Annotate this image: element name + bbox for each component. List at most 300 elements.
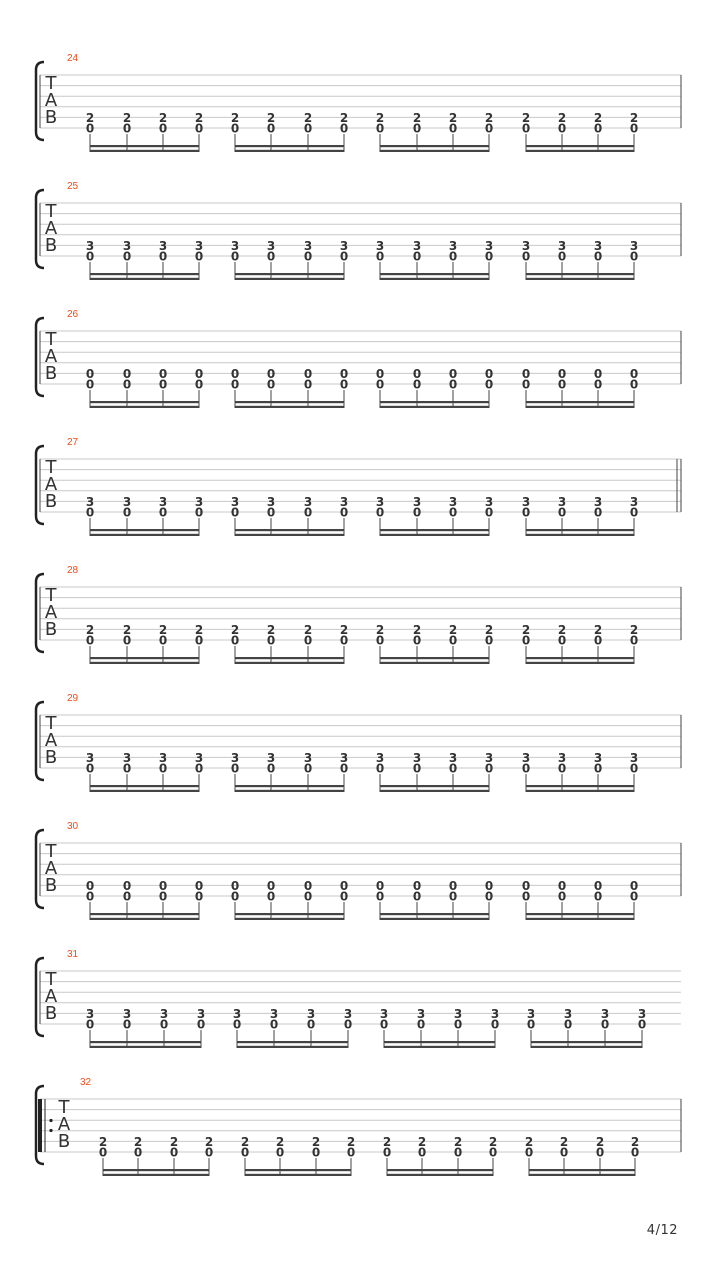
fret-number: 0 — [593, 889, 603, 904]
fret-number: 0 — [526, 1017, 536, 1032]
fret-number: 3 — [557, 750, 567, 765]
fret-number: 0 — [521, 366, 531, 381]
fret-number: 0 — [412, 377, 422, 392]
fret-number: 0 — [557, 505, 567, 520]
staff-system — [36, 181, 681, 280]
fret-number: 0 — [412, 505, 422, 520]
fret-number: 0 — [521, 878, 531, 893]
fret-number: 0 — [630, 1145, 640, 1160]
fret-number: 0 — [230, 377, 240, 392]
beam — [380, 785, 489, 787]
fret-number: 2 — [559, 1134, 569, 1149]
fret-number: 2 — [629, 110, 639, 125]
tab-clef-letter: T — [45, 713, 57, 734]
measure-number: 27 — [67, 437, 79, 448]
page-number: 4/12 — [646, 1223, 678, 1238]
beam — [380, 913, 489, 915]
fret-number: 3 — [375, 238, 385, 253]
fret-number: 3 — [490, 1006, 500, 1021]
fret-number: 3 — [306, 1006, 316, 1021]
fret-number: 2 — [85, 622, 95, 637]
staff-system — [36, 53, 681, 152]
fret-number: 0 — [158, 505, 168, 520]
fret-number: 3 — [526, 1006, 536, 1021]
fret-number: 2 — [453, 1134, 463, 1149]
beam — [235, 534, 344, 536]
fret-number: 0 — [311, 1145, 321, 1160]
fret-number: 0 — [85, 505, 95, 520]
fret-number: 3 — [194, 238, 204, 253]
beam — [529, 1169, 635, 1171]
fret-number: 0 — [557, 366, 567, 381]
tab-clef-letter: A — [44, 602, 58, 623]
repeat-thick-barline — [38, 1099, 42, 1152]
fret-number: 0 — [194, 889, 204, 904]
fret-number: 0 — [194, 505, 204, 520]
fret-number: 0 — [382, 1145, 392, 1160]
fret-number: 0 — [593, 121, 603, 136]
fret-number: 0 — [266, 249, 276, 264]
tab-clef-letter: A — [44, 218, 58, 239]
beam — [90, 918, 199, 920]
fret-number: 0 — [375, 366, 385, 381]
fret-number: 0 — [339, 633, 349, 648]
measure-number: 31 — [67, 949, 79, 960]
fret-number: 0 — [595, 1145, 605, 1160]
beam — [380, 657, 489, 659]
fret-number: 0 — [453, 1145, 463, 1160]
fret-number: 0 — [484, 249, 494, 264]
fret-number: 0 — [240, 1145, 250, 1160]
fret-number: 3 — [122, 238, 132, 253]
fret-number: 0 — [416, 1017, 426, 1032]
fret-number: 0 — [230, 366, 240, 381]
beam — [235, 278, 344, 280]
beam — [90, 273, 199, 275]
fret-number: 0 — [593, 878, 603, 893]
fret-number: 0 — [484, 633, 494, 648]
beam — [380, 790, 489, 792]
fret-number: 0 — [412, 889, 422, 904]
beam — [90, 406, 199, 408]
tab-clef-letter: A — [44, 90, 58, 111]
staff-system — [36, 949, 681, 1048]
beam — [90, 913, 199, 915]
fret-number: 3 — [343, 1006, 353, 1021]
fret-number: 0 — [122, 249, 132, 264]
fret-number: 3 — [266, 750, 276, 765]
beam — [90, 1046, 201, 1048]
fret-number: 3 — [303, 494, 313, 509]
fret-number: 0 — [339, 878, 349, 893]
fret-number: 2 — [448, 622, 458, 637]
fret-number: 0 — [629, 878, 639, 893]
fret-number: 0 — [557, 249, 567, 264]
fret-number: 2 — [230, 110, 240, 125]
fret-number: 0 — [303, 121, 313, 136]
fret-number: 0 — [629, 505, 639, 520]
fret-number: 3 — [122, 1006, 132, 1021]
beam — [90, 785, 199, 787]
fret-number: 3 — [266, 494, 276, 509]
beam — [90, 534, 199, 536]
fret-number: 0 — [85, 633, 95, 648]
fret-number: 0 — [521, 633, 531, 648]
fret-number: 0 — [488, 1145, 498, 1160]
fret-number: 0 — [266, 761, 276, 776]
fret-number: 0 — [557, 633, 567, 648]
beam — [526, 145, 634, 147]
fret-number: 0 — [339, 366, 349, 381]
fret-number: 0 — [557, 377, 567, 392]
fret-number: 0 — [159, 1017, 169, 1032]
fret-number: 3 — [159, 1006, 169, 1021]
fret-number: 3 — [339, 238, 349, 253]
fret-number: 0 — [266, 377, 276, 392]
fret-number: 0 — [303, 633, 313, 648]
fret-number: 2 — [593, 622, 603, 637]
fret-number: 0 — [85, 1017, 95, 1032]
fret-number: 2 — [240, 1134, 250, 1149]
beam — [90, 150, 199, 152]
measure-number: 26 — [67, 309, 79, 320]
fret-number: 2 — [524, 1134, 534, 1149]
fret-number: 0 — [169, 1145, 179, 1160]
fret-number: 0 — [266, 889, 276, 904]
fret-number: 0 — [484, 878, 494, 893]
tab-clef-letter: A — [44, 346, 58, 367]
fret-number: 0 — [593, 377, 603, 392]
fret-number: 3 — [339, 494, 349, 509]
fret-number: 0 — [412, 121, 422, 136]
tab-clef-letter: T — [45, 585, 57, 606]
fret-number: 0 — [339, 761, 349, 776]
fret-number: 0 — [484, 366, 494, 381]
beam — [235, 529, 344, 531]
fret-number: 0 — [412, 366, 422, 381]
fret-number: 0 — [484, 121, 494, 136]
fret-number: 2 — [266, 622, 276, 637]
fret-number: 2 — [557, 110, 567, 125]
fret-number: 3 — [453, 1006, 463, 1021]
fret-number: 3 — [521, 494, 531, 509]
fret-number: 2 — [629, 622, 639, 637]
beam — [235, 145, 344, 147]
beam — [526, 406, 634, 408]
beam — [526, 273, 634, 275]
fret-number: 0 — [484, 889, 494, 904]
beam — [103, 1174, 209, 1176]
fret-number: 0 — [448, 377, 458, 392]
tab-clef-letter: T — [45, 329, 57, 350]
tab-clef-letter: T — [45, 969, 57, 990]
fret-number: 0 — [339, 121, 349, 136]
fret-number: 0 — [448, 249, 458, 264]
staff-system — [36, 693, 681, 792]
fret-number: 0 — [158, 377, 168, 392]
tab-clef-letter: B — [44, 875, 58, 896]
fret-number: 3 — [412, 494, 422, 509]
fret-number: 0 — [158, 761, 168, 776]
fret-number: 2 — [346, 1134, 356, 1149]
fret-number: 2 — [158, 110, 168, 125]
fret-number: 0 — [303, 878, 313, 893]
fret-number: 0 — [629, 249, 639, 264]
beam — [380, 662, 489, 664]
fret-number: 0 — [593, 249, 603, 264]
beam — [90, 790, 199, 792]
beam — [531, 1046, 642, 1048]
fret-number: 0 — [600, 1017, 610, 1032]
fret-number: 0 — [158, 366, 168, 381]
fret-number: 0 — [269, 1017, 279, 1032]
fret-number: 0 — [158, 878, 168, 893]
beam — [235, 662, 344, 664]
beam — [235, 406, 344, 408]
beam — [90, 145, 199, 147]
tab-clef-letter: B — [44, 619, 58, 640]
beam — [90, 1041, 201, 1043]
beam — [237, 1041, 348, 1043]
fret-number: 2 — [484, 110, 494, 125]
fret-number: 0 — [204, 1145, 214, 1160]
fret-number: 0 — [557, 121, 567, 136]
measure-number: 32 — [80, 1077, 92, 1088]
beam — [526, 790, 634, 792]
tab-clef-letter: B — [44, 491, 58, 512]
fret-number: 0 — [417, 1145, 427, 1160]
beam — [235, 785, 344, 787]
tab-clef-letter: B — [44, 235, 58, 256]
tab-clef-letter: T — [45, 841, 57, 862]
fret-number: 2 — [521, 622, 531, 637]
beam — [245, 1169, 351, 1171]
fret-number: 3 — [375, 494, 385, 509]
fret-number: 0 — [303, 249, 313, 264]
fret-number: 0 — [448, 761, 458, 776]
fret-number: 3 — [230, 494, 240, 509]
fret-number: 2 — [275, 1134, 285, 1149]
measure-number: 28 — [67, 565, 79, 576]
fret-number: 0 — [122, 878, 132, 893]
fret-number: 0 — [122, 366, 132, 381]
tab-clef-letter: B — [44, 363, 58, 384]
fret-number: 3 — [448, 494, 458, 509]
beam — [384, 1041, 495, 1043]
beam — [380, 273, 489, 275]
beam — [526, 662, 634, 664]
fret-number: 2 — [630, 1134, 640, 1149]
fret-number: 0 — [230, 761, 240, 776]
beam — [526, 401, 634, 403]
fret-number: 2 — [194, 622, 204, 637]
fret-number: 0 — [412, 878, 422, 893]
fret-number: 3 — [269, 1006, 279, 1021]
fret-number: 0 — [593, 761, 603, 776]
beam — [526, 278, 634, 280]
fret-number: 0 — [303, 366, 313, 381]
fret-number: 2 — [339, 110, 349, 125]
fret-number: 0 — [453, 1017, 463, 1032]
fret-number: 2 — [593, 110, 603, 125]
fret-number: 0 — [412, 249, 422, 264]
staff-system — [36, 821, 681, 920]
fret-number: 3 — [593, 494, 603, 509]
fret-number: 3 — [339, 750, 349, 765]
staff-system — [36, 437, 681, 536]
fret-number: 0 — [521, 505, 531, 520]
fret-number: 3 — [563, 1006, 573, 1021]
fret-number: 0 — [375, 121, 385, 136]
fret-number: 3 — [484, 238, 494, 253]
tab-clef-letter: A — [44, 858, 58, 879]
beam — [235, 918, 344, 920]
fret-number: 3 — [521, 238, 531, 253]
measure-number: 29 — [67, 693, 79, 704]
beam — [235, 790, 344, 792]
fret-number: 0 — [230, 121, 240, 136]
fret-number: 3 — [85, 238, 95, 253]
fret-number: 0 — [339, 505, 349, 520]
fret-number: 2 — [85, 110, 95, 125]
beam — [387, 1174, 493, 1176]
fret-number: 0 — [448, 121, 458, 136]
beam — [235, 401, 344, 403]
fret-number: 2 — [382, 1134, 392, 1149]
fret-number: 0 — [521, 249, 531, 264]
fret-number: 0 — [593, 505, 603, 520]
fret-number: 3 — [158, 750, 168, 765]
beam — [90, 401, 199, 403]
fret-number: 0 — [266, 878, 276, 893]
beam — [90, 657, 199, 659]
fret-number: 0 — [375, 505, 385, 520]
repeat-dot — [49, 1119, 52, 1122]
fret-number: 0 — [230, 505, 240, 520]
fret-number: 2 — [204, 1134, 214, 1149]
staff-system — [36, 565, 681, 664]
tab-clef-letter: T — [45, 457, 57, 478]
fret-number: 3 — [230, 238, 240, 253]
fret-number: 0 — [158, 633, 168, 648]
beam — [380, 529, 489, 531]
fret-number: 0 — [266, 366, 276, 381]
fret-number: 0 — [194, 121, 204, 136]
fret-number: 0 — [563, 1017, 573, 1032]
fret-number: 3 — [557, 494, 567, 509]
fret-number: 0 — [557, 889, 567, 904]
fret-number: 2 — [122, 110, 132, 125]
fret-number: 0 — [375, 249, 385, 264]
fret-number: 0 — [194, 377, 204, 392]
fret-number: 0 — [557, 878, 567, 893]
fret-number: 2 — [230, 622, 240, 637]
beam — [529, 1174, 635, 1176]
fret-number: 0 — [85, 249, 95, 264]
fret-number: 0 — [194, 249, 204, 264]
fret-number: 0 — [629, 761, 639, 776]
fret-number: 0 — [448, 366, 458, 381]
fret-number: 2 — [484, 622, 494, 637]
fret-number: 2 — [169, 1134, 179, 1149]
fret-number: 3 — [448, 238, 458, 253]
fret-number: 0 — [303, 889, 313, 904]
fret-number: 0 — [521, 889, 531, 904]
fret-number: 0 — [375, 878, 385, 893]
fret-number: 2 — [375, 622, 385, 637]
staff-system — [36, 309, 681, 408]
tab-clef-letter: B — [57, 1131, 71, 1152]
fret-number: 3 — [521, 750, 531, 765]
fret-number: 2 — [488, 1134, 498, 1149]
fret-number: 0 — [196, 1017, 206, 1032]
beam — [235, 273, 344, 275]
fret-number: 3 — [266, 238, 276, 253]
fret-number: 0 — [637, 1017, 647, 1032]
fret-number: 3 — [122, 494, 132, 509]
fret-number: 0 — [158, 249, 168, 264]
fret-number: 0 — [521, 121, 531, 136]
beam — [526, 918, 634, 920]
fret-number: 0 — [484, 505, 494, 520]
tab-clef-letter: T — [45, 201, 57, 222]
fret-number: 0 — [484, 761, 494, 776]
tab-clef-letter: T — [45, 73, 57, 94]
fret-number: 2 — [133, 1134, 143, 1149]
beam — [380, 401, 489, 403]
beam — [526, 150, 634, 152]
fret-number: 3 — [412, 238, 422, 253]
fret-number: 0 — [98, 1145, 108, 1160]
fret-number: 2 — [311, 1134, 321, 1149]
fret-number: 0 — [375, 377, 385, 392]
beam — [387, 1169, 493, 1171]
tab-clef-letter: A — [57, 1114, 71, 1135]
fret-number: 3 — [593, 750, 603, 765]
fret-number: 0 — [524, 1145, 534, 1160]
fret-number: 3 — [196, 1006, 206, 1021]
fret-number: 0 — [232, 1017, 242, 1032]
fret-number: 3 — [158, 238, 168, 253]
fret-number: 2 — [122, 622, 132, 637]
fret-number: 2 — [557, 622, 567, 637]
fret-number: 0 — [122, 633, 132, 648]
fret-number: 3 — [593, 238, 603, 253]
fret-number: 0 — [194, 633, 204, 648]
fret-number: 0 — [593, 633, 603, 648]
fret-number: 3 — [629, 238, 639, 253]
fret-number: 0 — [122, 761, 132, 776]
fret-number: 0 — [230, 633, 240, 648]
fret-number: 0 — [85, 377, 95, 392]
fret-number: 3 — [85, 1006, 95, 1021]
fret-number: 0 — [158, 889, 168, 904]
fret-number: 3 — [194, 494, 204, 509]
fret-number: 0 — [375, 889, 385, 904]
fret-number: 0 — [194, 761, 204, 776]
fret-number: 0 — [122, 889, 132, 904]
fret-number: 0 — [521, 377, 531, 392]
fret-number: 0 — [133, 1145, 143, 1160]
fret-number: 0 — [448, 633, 458, 648]
fret-number: 0 — [343, 1017, 353, 1032]
fret-number: 2 — [521, 110, 531, 125]
fret-number: 0 — [303, 761, 313, 776]
fret-number: 3 — [303, 750, 313, 765]
fret-number: 0 — [158, 121, 168, 136]
beam — [90, 529, 199, 531]
fret-number: 0 — [629, 366, 639, 381]
